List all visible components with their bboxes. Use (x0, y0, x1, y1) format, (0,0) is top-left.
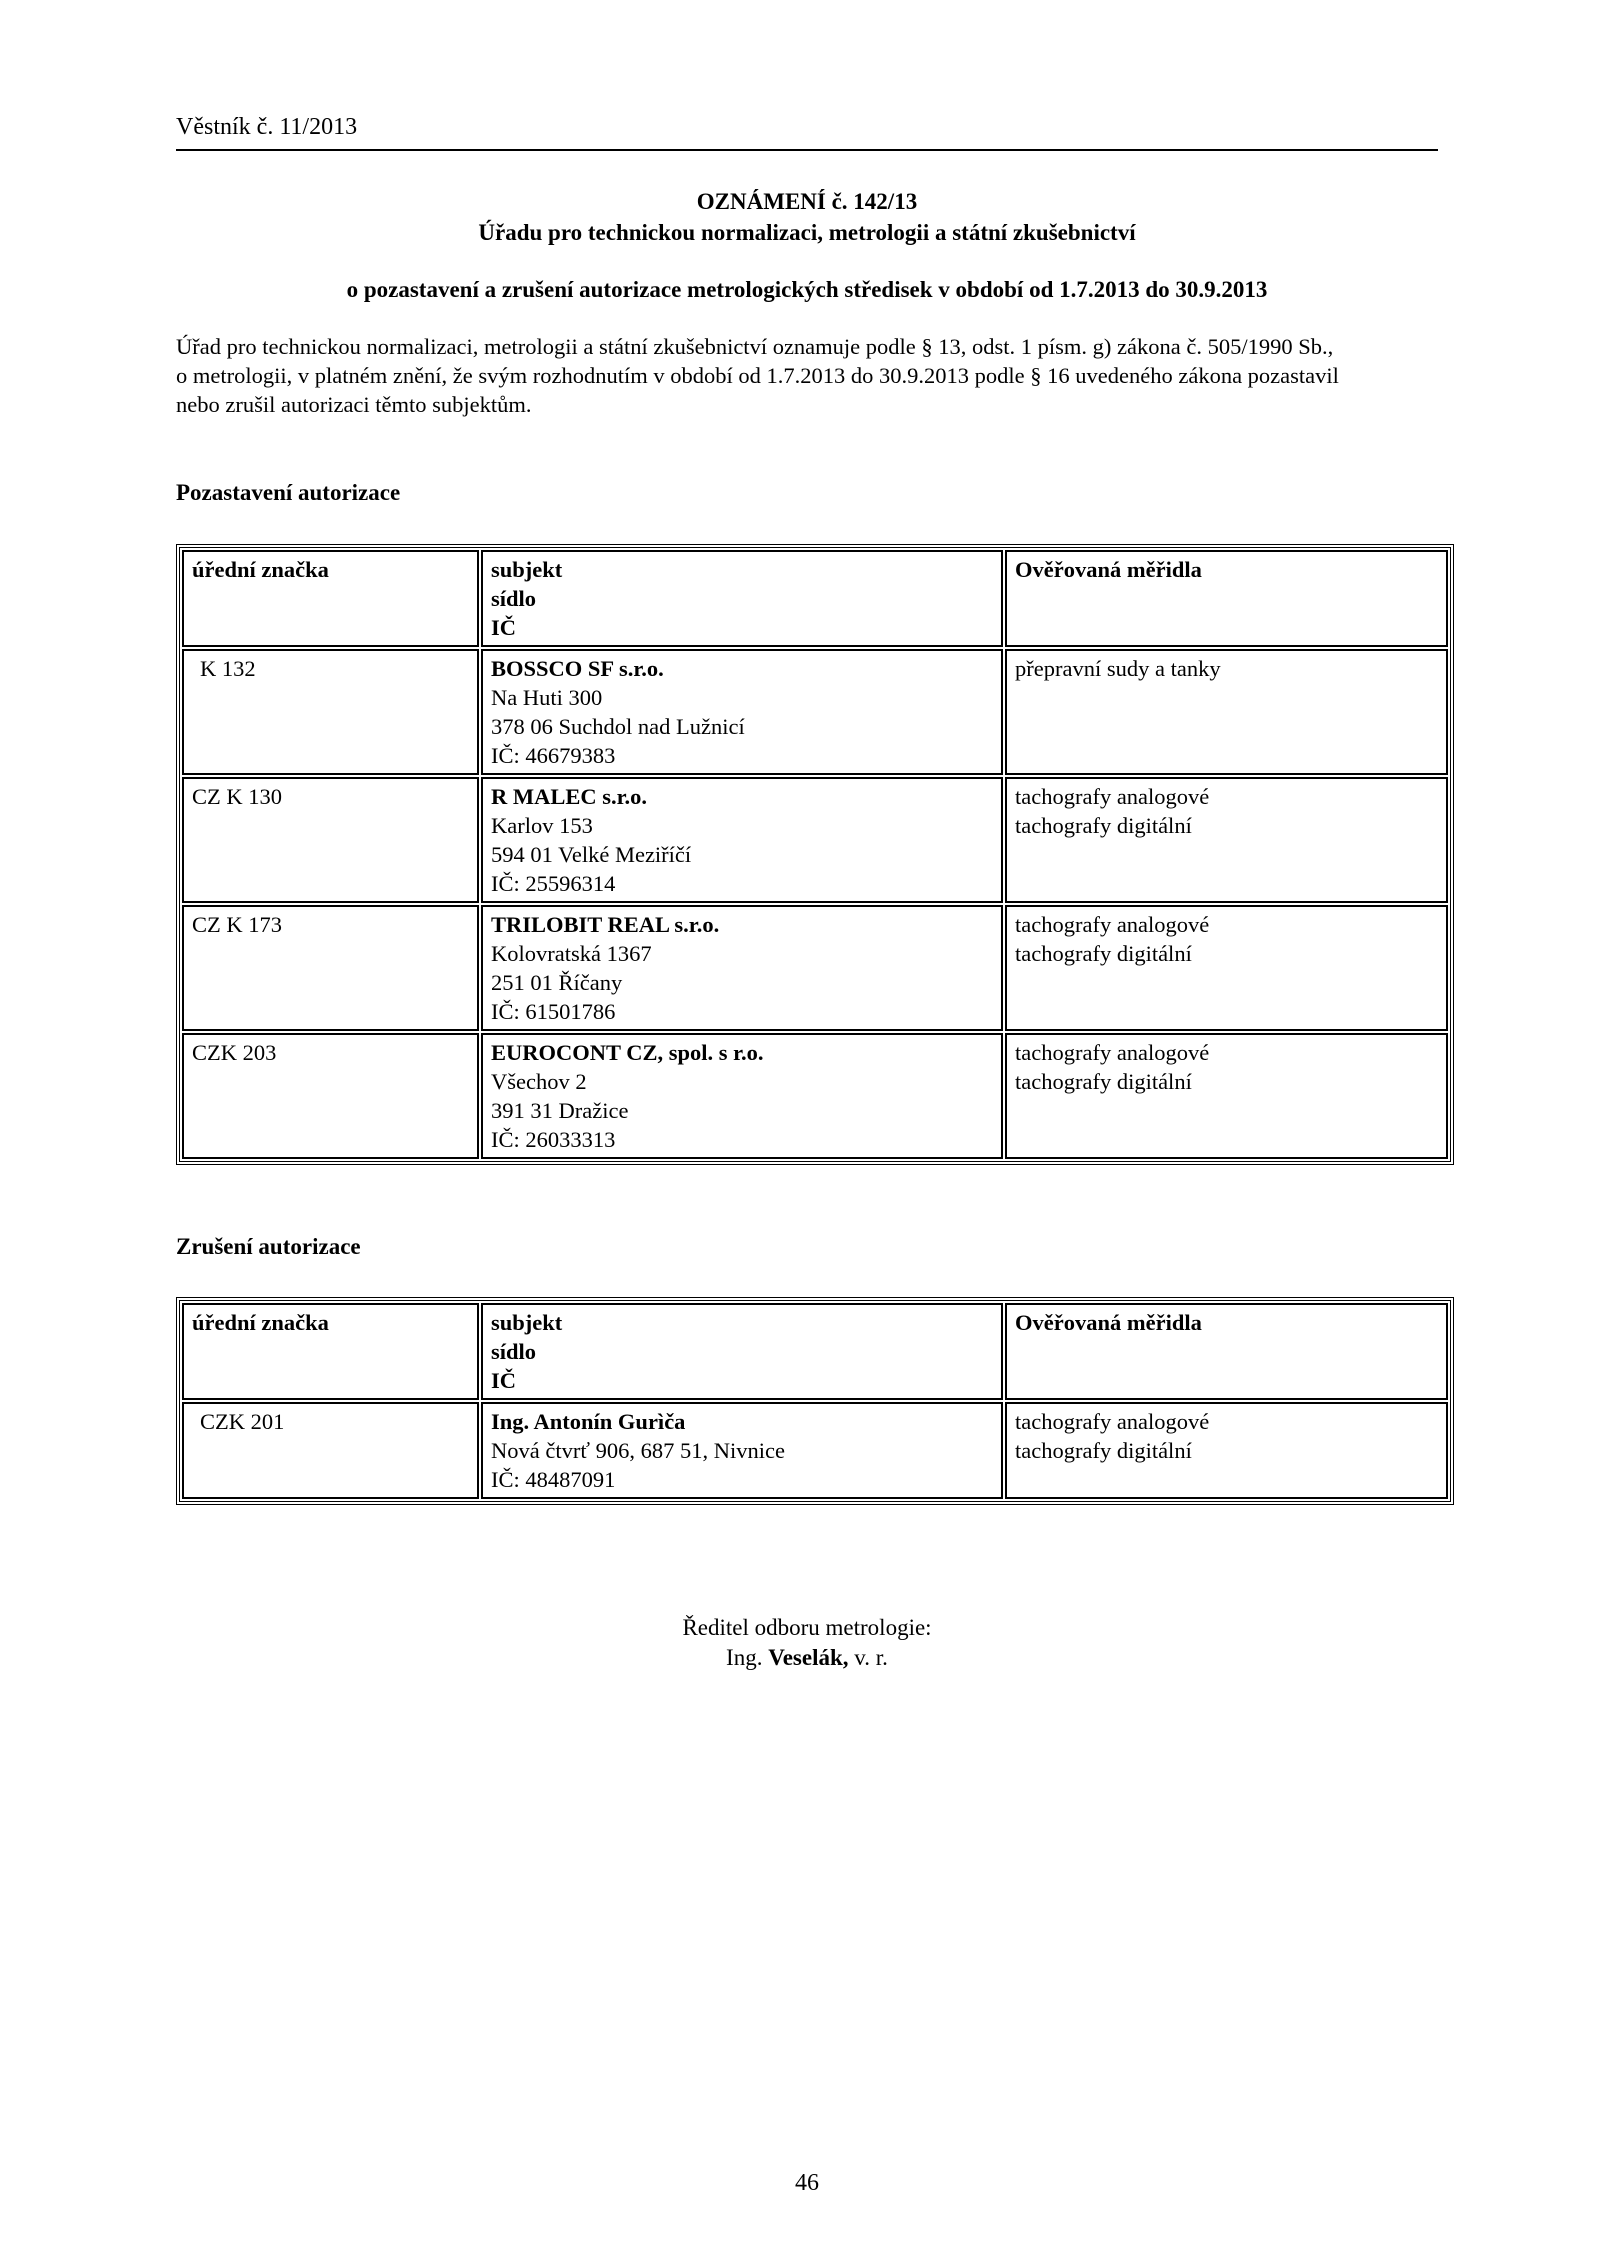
row-subject (481, 905, 1003, 1031)
header-code: úřední značka (182, 550, 479, 647)
intro-line-2: o metrologii, v platném znění, že svým rozhodnutím v období od 1.7.2013 do 30.9.2013 podle § 16 uvedeného zákona pozastavil (176, 363, 1339, 388)
instrument-1: tachografy analogové (1015, 784, 1210, 809)
subject-city: 251 01 Říčany (491, 970, 623, 995)
announcement-subtitle: o pozastavení a zrušení autorizace metrologických středisek v období od 1.7.2013 do 30.9.2013 (346, 277, 1268, 302)
row-instruments (1005, 905, 1448, 1031)
header-seat-line: sídlo (491, 586, 537, 611)
subject-address: Nová čtvrť 906, 687 51, Nivnice (491, 1438, 785, 1463)
row-subject (481, 1402, 1003, 1499)
code-value: CZK 201 (200, 1409, 285, 1434)
subject-ico: IČ: 48487091 (491, 1467, 616, 1492)
table-row (182, 905, 1448, 1031)
header-code: úřední značka (182, 1303, 479, 1400)
instrument-2: tachografy digitální (1015, 941, 1192, 966)
instrument-2: tachografy digitální (1015, 1438, 1192, 1463)
instrument-1: přepravní sudy a tanky (1015, 656, 1221, 681)
signature-name-line (176, 1643, 1438, 1673)
row-code (182, 1402, 479, 1499)
row-code: CZ K 173 (182, 905, 479, 1031)
row-subject (481, 649, 1003, 775)
cancellation-table (176, 1297, 1454, 1505)
signature-suffix: v. r. (848, 1645, 888, 1670)
subject-name: Ing. Antonín Gurìča (491, 1409, 686, 1434)
page-number: 46 (795, 2170, 819, 2196)
subject-ico: IČ: 61501786 (491, 999, 616, 1024)
row-instruments (1005, 649, 1448, 775)
subject-ico: IČ: 26033313 (491, 1127, 616, 1152)
subject-ico: IČ: 46679383 (491, 743, 616, 768)
intro-line-1: Úřad pro technickou normalizaci, metrologii a státní zkušebnictví oznamuje podle § 13, odst. 1 písm. g) zákona č. 505/1990 Sb., (176, 334, 1334, 359)
code-value: K 132 (200, 656, 256, 681)
subject-address: Všechov 2 (491, 1069, 587, 1094)
header-subject-line: subjekt (491, 557, 563, 582)
subject-ico: IČ: 25596314 (491, 871, 616, 896)
header-subject-line: subjekt (491, 1310, 563, 1335)
suspension-table (176, 544, 1454, 1165)
table-row (182, 777, 1448, 903)
header-instruments: Ověřovaná měřidla (1005, 550, 1448, 647)
table-row (182, 1402, 1448, 1499)
instrument-1: tachografy analogové (1015, 912, 1210, 937)
table-header-row (182, 1303, 1448, 1400)
subject-name: EUROCONT CZ, spol. s r.o. (491, 1040, 764, 1065)
row-instruments (1005, 1033, 1448, 1159)
header-ico-line: IČ (491, 1368, 517, 1393)
page-header: Věstník č. 11/2013 (176, 112, 1438, 151)
row-code (182, 649, 479, 775)
table-header-row (182, 550, 1448, 647)
subject-name: TRILOBIT REAL s.r.o. (491, 912, 720, 937)
table-row (182, 649, 1448, 775)
intro-line-3: nebo zrušil autorizaci těmto subjektům. (176, 392, 532, 417)
signature-name: Veselák, (768, 1645, 849, 1670)
header-subject (481, 550, 1003, 647)
suspension-heading: Pozastavení autorizace (176, 480, 401, 505)
signature-prefix: Ing. (726, 1645, 769, 1670)
title-line-1: OZNÁMENÍ č. 142/13 (696, 189, 918, 214)
intro-paragraph (176, 332, 1438, 419)
header-ico-line: IČ (491, 615, 517, 640)
instrument-2: tachografy digitální (1015, 1069, 1192, 1094)
subject-city: 378 06 Suchdol nad Lužnicí (491, 714, 745, 739)
header-subject (481, 1303, 1003, 1400)
instrument-2: tachografy digitální (1015, 813, 1192, 838)
subject-city: 391 31 Dražice (491, 1098, 629, 1123)
table-row (182, 1033, 1448, 1159)
subject-name: BOSSCO SF s.r.o. (491, 656, 664, 681)
signature-block (176, 1613, 1438, 1673)
signature-role: Ředitel odboru metrologie: (682, 1615, 932, 1640)
row-subject (481, 1033, 1003, 1159)
subject-city: 594 01 Velké Meziříčí (491, 842, 692, 867)
row-subject (481, 777, 1003, 903)
cancellation-heading: Zrušení autorizace (176, 1234, 361, 1259)
title-line-2: Úřadu pro technickou normalizaci, metrologii a státní zkušebnictví (478, 220, 1136, 245)
row-instruments (1005, 777, 1448, 903)
instrument-1: tachografy analogové (1015, 1409, 1210, 1434)
header-instruments: Ověřovaná měřidla (1005, 1303, 1448, 1400)
row-code: CZ K 130 (182, 777, 479, 903)
subject-name: R MALEC s.r.o. (491, 784, 648, 809)
row-instruments (1005, 1402, 1448, 1499)
subject-address: Kolovratská 1367 (491, 941, 652, 966)
instrument-1: tachografy analogové (1015, 1040, 1210, 1065)
subject-address: Karlov 153 (491, 813, 593, 838)
header-seat-line: sídlo (491, 1339, 537, 1364)
subject-address: Na Huti 300 (491, 685, 603, 710)
row-code: CZK 203 (182, 1033, 479, 1159)
announcement-title (176, 186, 1438, 248)
